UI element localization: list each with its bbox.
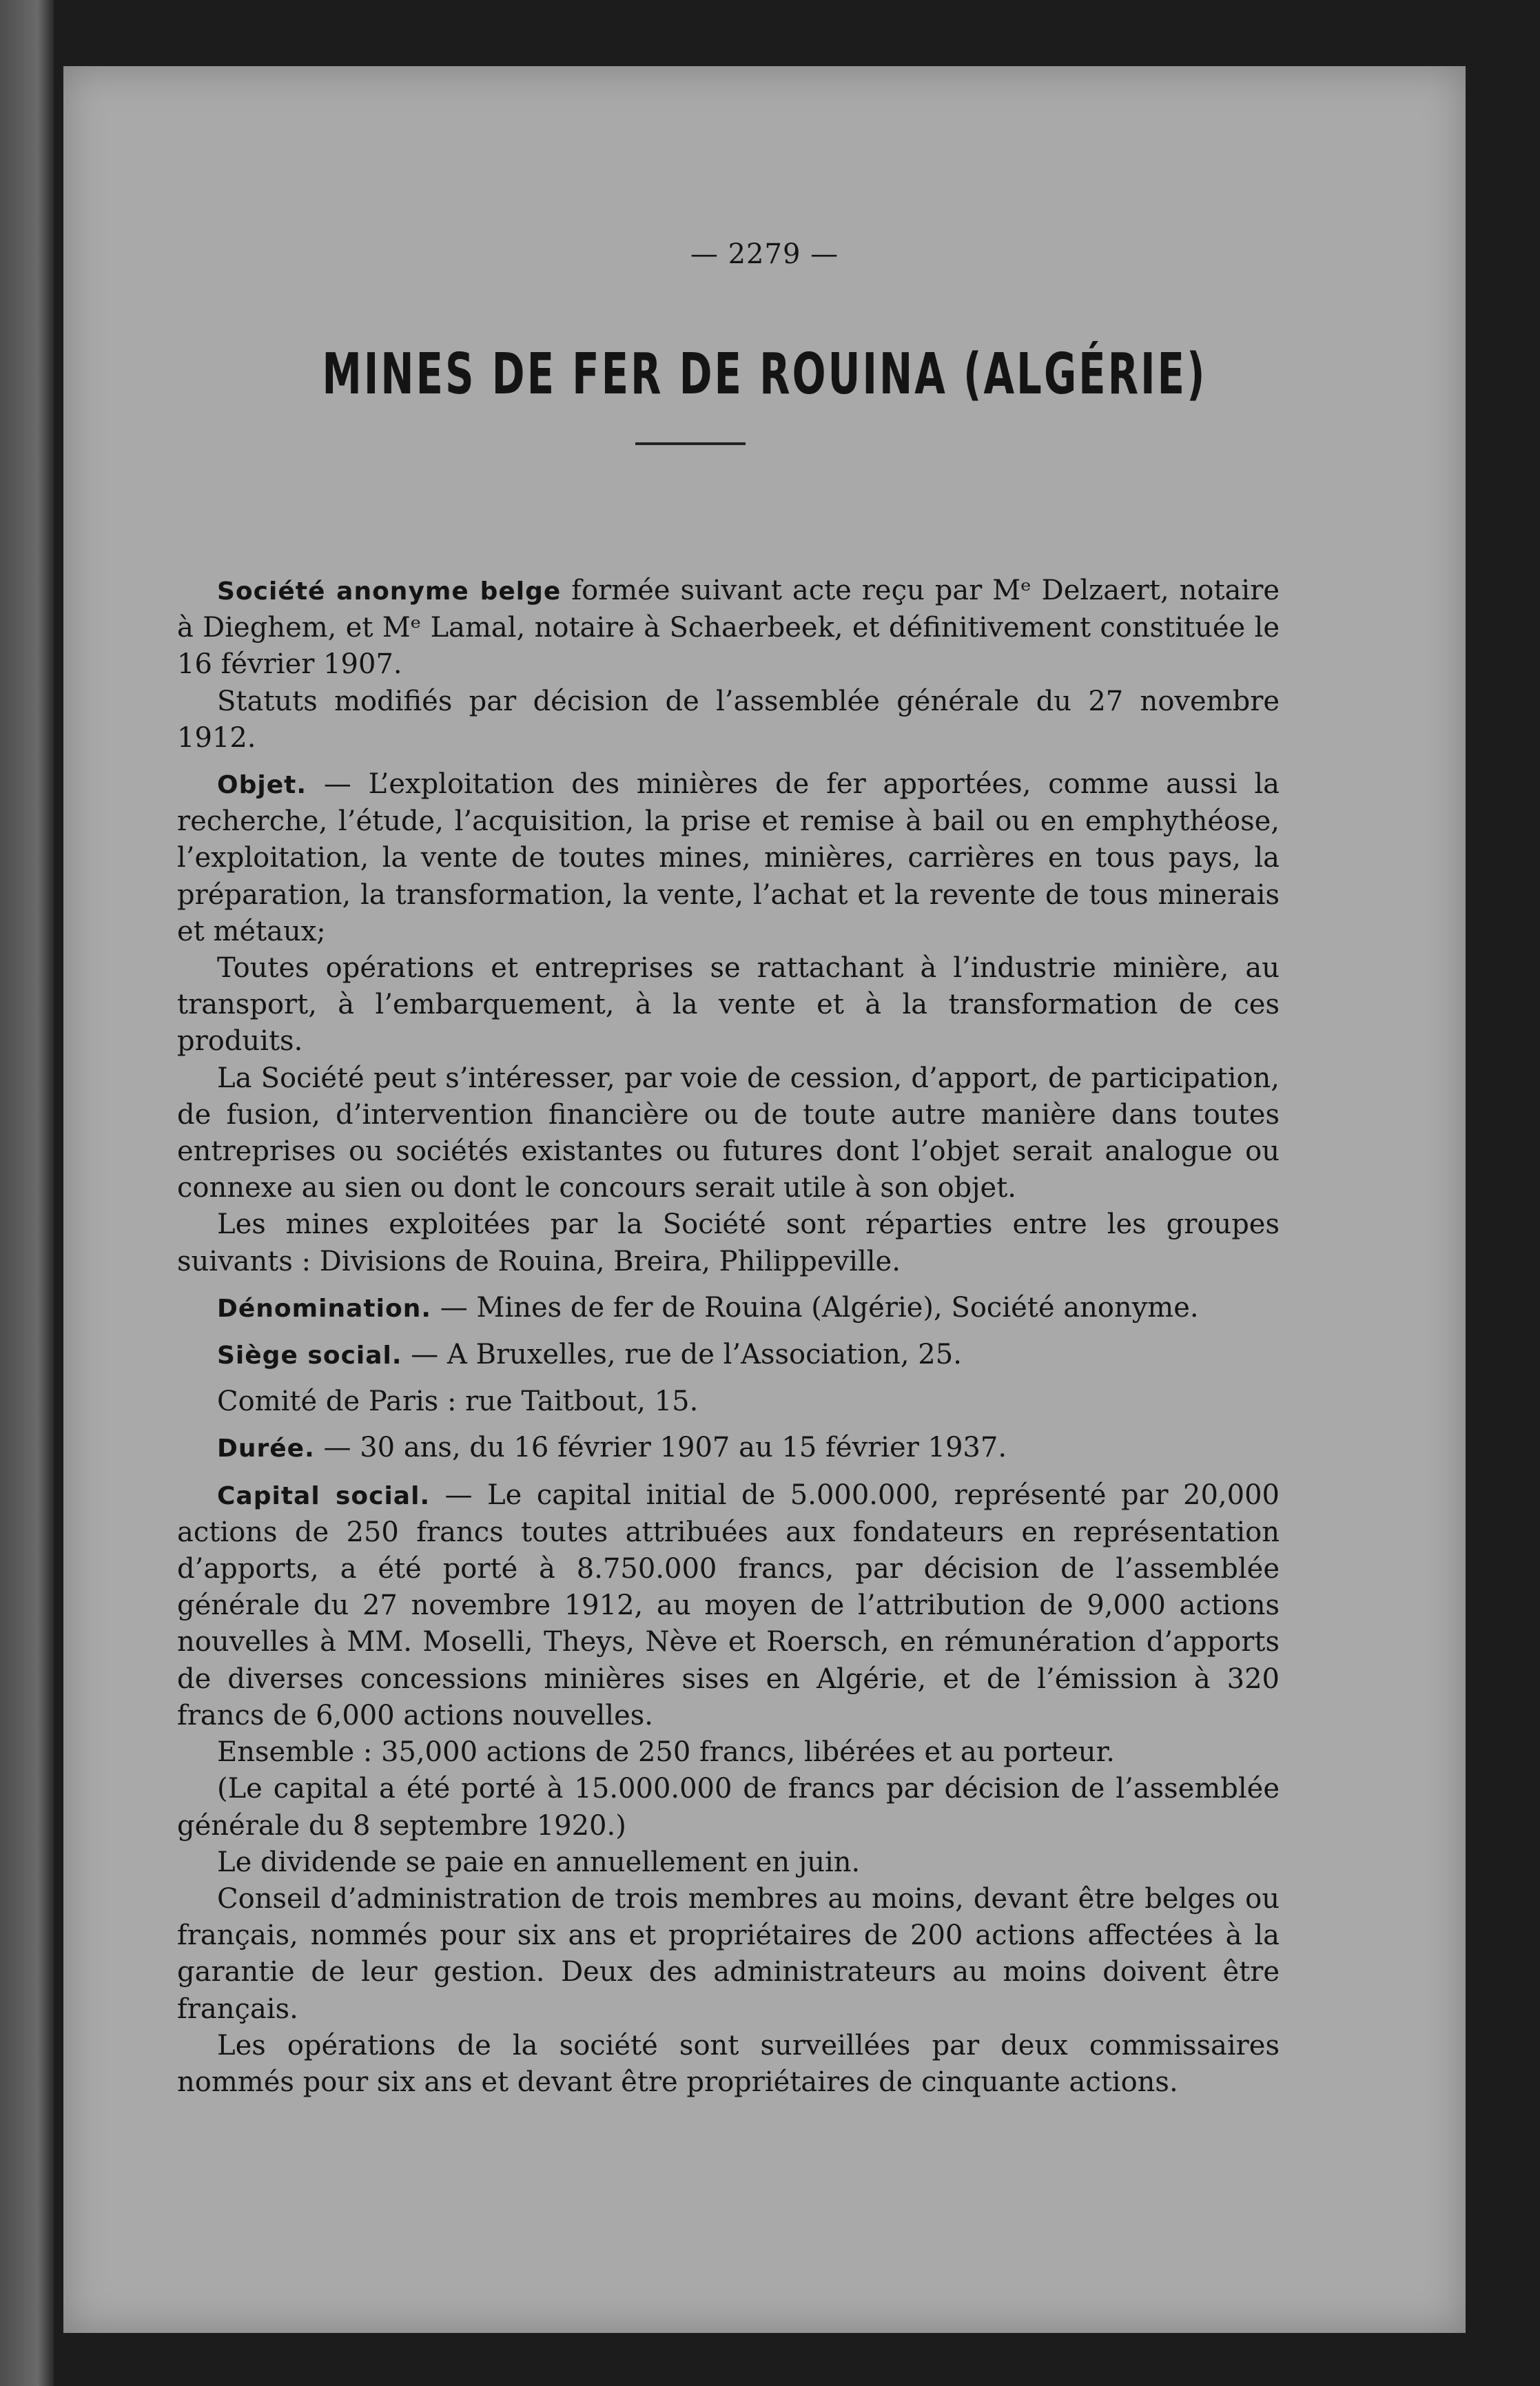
paragraph-lead: Dénomination. (217, 1294, 432, 1323)
paragraph-text: Ensemble : 35,000 actions de 250 francs, libérées et au porteur. (217, 1736, 1116, 1769)
paragraph (177, 2028, 1280, 2101)
paragraph-text: Les opérations de la société sont surveillées par deux commissaires nommés pour six ans et devant être propriétaires de cinquante actions. (177, 2029, 1280, 2098)
paragraph-text: — Mines de fer de Rouina (Algérie), Société anonyme. (431, 1291, 1199, 1324)
paragraph-text: — A Bruxelles, rue de l’Association, 25. (402, 1339, 962, 1371)
paragraph (177, 1771, 1280, 1844)
adjacent-page-edge (0, 0, 54, 2386)
title-divider (635, 442, 746, 445)
page-number: — 2279 — (690, 238, 839, 270)
paragraph-text: Comité de Paris : rue Taitbout, 15. (217, 1386, 699, 1418)
paragraph-lead: Société anonyme belge (217, 577, 562, 606)
paragraph-text: — 30 ans, du 16 février 1907 au 15 février 1937. (314, 1432, 1007, 1464)
paragraph-text: Les mines exploitées par la Société sont réparties entre les groupes suivants : Divisions de Rouina, Breira, Philippeville. (177, 1209, 1280, 1277)
paragraph-text: Conseil d’administration de trois membres au moins, devant être belges ou français, nommés pour six ans et propriétaires de 200 actions affectées à la garantie de leur gestion. Deux des administrateurs au moins doivent être français. (177, 1882, 1280, 2025)
paragraph (177, 1430, 1280, 1467)
paragraph (177, 1206, 1280, 1279)
paragraph-lead: Objet. (217, 771, 307, 800)
paragraph (177, 1337, 1280, 1374)
paragraph (177, 573, 1280, 683)
document-body (177, 573, 1280, 2101)
paragraph-lead: Siège social. (217, 1341, 402, 1370)
paragraph (177, 1384, 1280, 1420)
paragraph-text: La Société peut s’intéresser, par voie de cession, d’apport, de participation, de fusion, d’intervention financière ou de toute autre manière dans toutes entreprises ou sociétés existantes ou futures dont l’objet serait analogue ou connexe au sien ou dont le concours serait utile à son objet. (177, 1062, 1280, 1204)
paragraph-text: — Le capital initial de 5.000.000, représenté par 20,000 actions de 250 francs toutes attribuées aux fondateurs en représentation d’apports, a été porté à 8.750.000 francs, par décision de l’assemblée générale du 27 novembre 1912, au moyen de l’attribution de 9,000 actions nouvelles à MM. Moselli, Theys, Nève et Roersch, en rémunération d’apports de diverses concessions minières sises en Algérie, et de l’émission à 320 francs de 6,000 actions nouvelles. (177, 1479, 1280, 1731)
paragraph-text: Toutes opérations et entreprises se rattachant à l’industrie minière, au transport, à l’embarquement, à la vente et à la transformation de ces produits. (177, 952, 1280, 1058)
paragraph (177, 766, 1280, 950)
paragraph (177, 1290, 1280, 1327)
paragraph-lead: Durée. (217, 1434, 315, 1463)
paragraph (177, 1060, 1280, 1207)
paragraph-lead: Capital social. (217, 1481, 431, 1510)
document-page (63, 66, 1466, 2333)
paragraph-text: — L’exploitation des minières de fer apportées, comme aussi la recherche, l’étude, l’acquisition, la prise et remise à bail ou en emphythéose, l’exploitation, la vente de toutes mines, minières, carrières en tous pays, la préparation, la transformation, la vente, l’achat et la revente de tous minerais et métaux; (177, 768, 1280, 947)
paragraph (177, 1477, 1280, 1734)
paragraph (177, 950, 1280, 1060)
paragraph-text: formée suivant acte reçu par Mᵉ Delzaert, notaire à Dieghem, et Mᵉ Lamal, notaire à Schaerbeek, et définitivement constituée le 16 février 1907. (177, 575, 1280, 681)
paragraph (177, 1881, 1280, 2028)
document-title: MINES DE FER DE ROUINA (ALGÉRIE) (322, 342, 1207, 407)
paragraph-text: Statuts modifiés par décision de l’assemblée générale du 27 novembre 1912. (177, 685, 1280, 754)
paragraph (177, 1844, 1280, 1881)
paragraph-text: (Le capital a été porté à 15.000.000 de francs par décision de l’assemblée générale du 8 septembre 1920.) (177, 1773, 1280, 1842)
paragraph (177, 683, 1280, 757)
paragraph (177, 1734, 1280, 1771)
paragraph-text: Le dividende se paie en annuellement en juin. (217, 1846, 861, 1878)
